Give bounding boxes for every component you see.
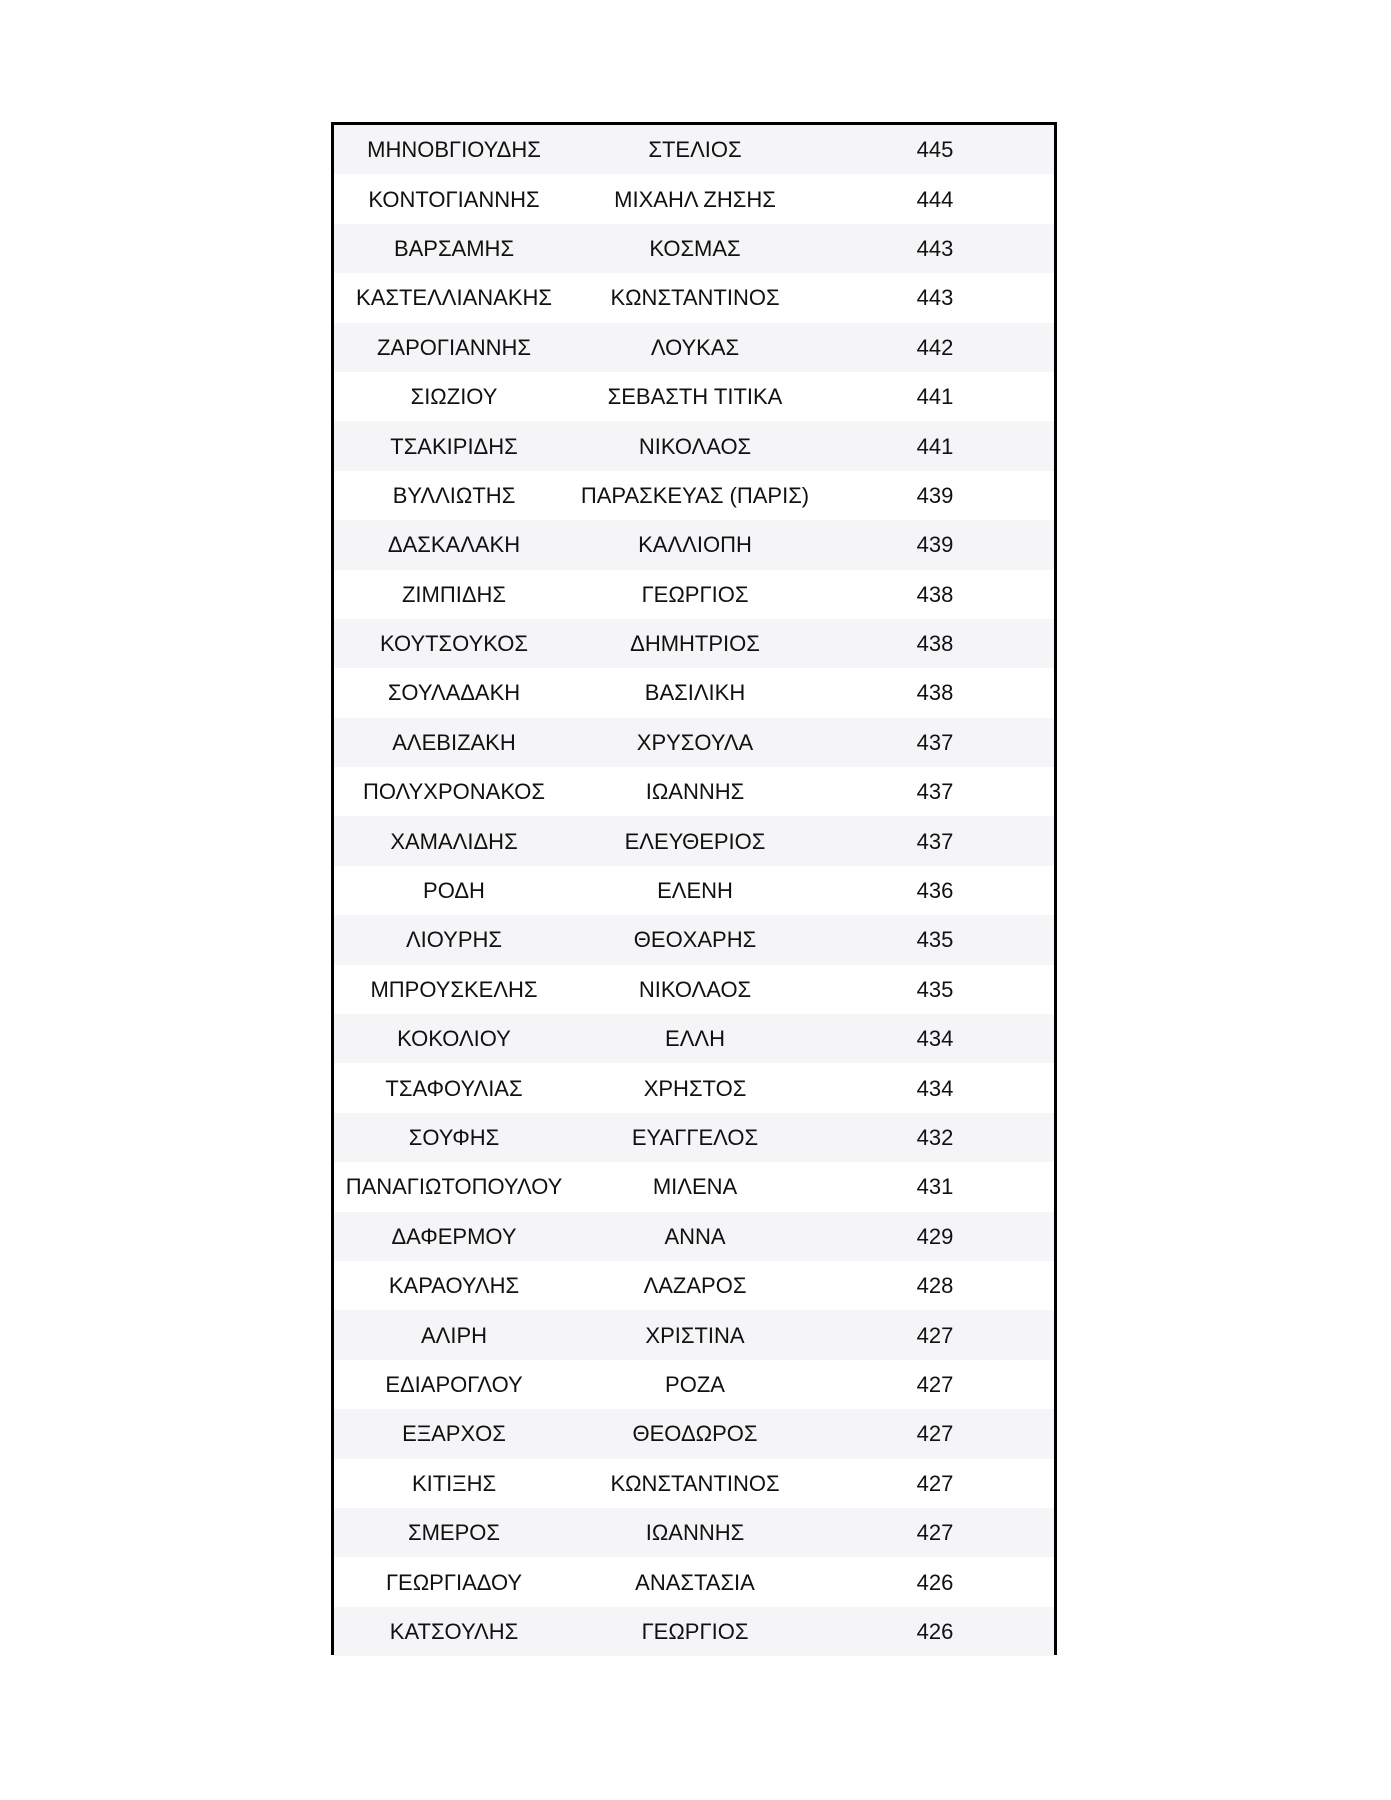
first-name-cell: ΕΛΛΗ: [665, 1026, 725, 1052]
first-name-cell: ΓΕΩΡΓΙΟΣ: [641, 1618, 749, 1644]
table-row: [334, 1459, 1054, 1508]
table-row: [334, 718, 1054, 767]
score-cell: 437: [916, 779, 954, 805]
results-table-body: [334, 125, 1054, 1656]
score-cell: 441: [916, 433, 954, 459]
first-name-cell: ΙΩΑΝΝΗΣ: [645, 1520, 745, 1546]
table-row: [334, 174, 1054, 223]
table-row: [334, 1014, 1054, 1063]
first-name-cell: ΝΙΚΟΛΑΟΣ: [638, 976, 752, 1002]
first-name-cell: ΧΡΙΣΤΙΝΑ: [645, 1322, 745, 1348]
score-cell: 442: [916, 334, 954, 360]
score-cell: 427: [916, 1470, 954, 1496]
first-name-cell: ΣΤΕΛΙΟΣ: [648, 137, 742, 163]
surname-cell: ΤΣΑΦΟΥΛΙΑΣ: [385, 1075, 523, 1101]
surname-cell: ΑΛΙΡΗ: [420, 1322, 488, 1348]
score-cell: 426: [916, 1618, 954, 1644]
first-name-cell: ΡΟΖΑ: [665, 1371, 725, 1397]
table-row: [334, 816, 1054, 865]
surname-cell: ΓΕΩΡΓΙΑΔΟΥ: [385, 1569, 523, 1595]
first-name-cell: ΧΡΗΣΤΟΣ: [643, 1075, 747, 1101]
table-row: [334, 1557, 1054, 1606]
table-row: [334, 421, 1054, 470]
first-name-cell: ΚΩΝΣΤΑΝΤΙΝΟΣ: [610, 285, 780, 311]
first-name-cell: ΝΙΚΟΛΑΟΣ: [638, 433, 752, 459]
score-cell: 427: [916, 1520, 954, 1546]
first-name-cell: ΒΑΣΙΛΙΚΗ: [644, 680, 746, 706]
table-row: [334, 1508, 1054, 1557]
score-cell: 434: [916, 1026, 954, 1052]
first-name-cell: ΕΥΑΓΓΕΛΟΣ: [631, 1125, 759, 1150]
table-row: [334, 1212, 1054, 1261]
first-name-cell: ΚΑΛΛΙΟΠΗ: [638, 532, 752, 558]
score-cell: 444: [916, 186, 954, 212]
table-row: [334, 1310, 1054, 1359]
surname-cell: ΚΑΤΣΟΥΛΗΣ: [389, 1618, 519, 1644]
surname-cell: ΑΛΕΒΙΖΑΚΗ: [392, 729, 516, 755]
first-name-cell: ΠΑΡΑΣΚΕΥΑΣ (ΠΑΡΙΣ): [580, 482, 810, 508]
surname-cell: ΣΜΕΡΟΣ: [408, 1520, 500, 1546]
score-cell: 427: [916, 1322, 954, 1348]
table-row: [334, 273, 1054, 322]
surname-cell: ΕΔΙΑΡΟΓΛΟΥ: [385, 1371, 523, 1397]
surname-cell: ΤΣΑΚΙΡΙΔΗΣ: [390, 433, 518, 459]
results-table: [334, 125, 1054, 1656]
score-cell: 427: [916, 1421, 954, 1447]
table-row: [334, 1113, 1054, 1162]
score-cell: 439: [916, 482, 954, 508]
table-row: [334, 619, 1054, 668]
surname-cell: ΚΟΝΤΟΓΙΑΝΝΗΣ: [368, 186, 540, 212]
surname-cell: ΚΟΥΤΣΟΥΚΟΣ: [380, 631, 528, 657]
table-row: [334, 1409, 1054, 1458]
score-cell: 443: [916, 235, 954, 261]
first-name-cell: ΛΟΥΚΑΣ: [650, 334, 740, 360]
table-row: [334, 372, 1054, 421]
table-row: [334, 471, 1054, 520]
table-row: [334, 1063, 1054, 1112]
score-cell: 429: [916, 1223, 954, 1249]
first-name-cell: ΑΝΝΑ: [664, 1223, 726, 1249]
first-name-cell: ΚΟΣΜΑΣ: [649, 235, 741, 261]
table-row: [334, 866, 1054, 915]
first-name-cell: ΔΗΜΗΤΡΙΟΣ: [630, 631, 760, 657]
score-cell: 439: [916, 532, 954, 558]
score-cell: 437: [916, 828, 954, 854]
score-cell: 441: [916, 384, 954, 410]
first-name-cell: ΘΕΟΔΩΡΟΣ: [632, 1421, 758, 1447]
first-name-cell: ΜΙΧΑΗΛ ΖΗΣΗΣ: [614, 186, 776, 212]
surname-cell: ΚΑΣΤΕΛΛΙΑΝΑΚΗΣ: [356, 285, 552, 311]
first-name-cell: ΚΩΝΣΤΑΝΤΙΝΟΣ: [610, 1470, 780, 1496]
first-name-cell: ΙΩΑΝΝΗΣ: [645, 779, 745, 805]
table-row: [334, 224, 1054, 273]
first-name-cell: ΧΡΥΣΟΥΛΑ: [636, 729, 754, 755]
score-cell: 438: [916, 581, 954, 607]
surname-cell: ΚΑΡΑΟΥΛΗΣ: [388, 1273, 520, 1299]
surname-cell: ΔΑΣΚΑΛΑΚΗ: [387, 532, 521, 558]
first-name-cell: ΣΕΒΑΣΤΗ ΤΙΤΙΚΑ: [607, 384, 783, 410]
score-cell: 445: [916, 137, 954, 163]
first-name-cell: ΕΛΕΝΗ: [657, 878, 733, 904]
score-cell: 428: [916, 1273, 954, 1299]
surname-cell: ΒΑΡΣΑΜΗΣ: [393, 235, 515, 261]
score-cell: 437: [916, 729, 954, 755]
surname-cell: ΣΟΥΦΗΣ: [408, 1125, 500, 1150]
table-row: [334, 1360, 1054, 1409]
surname-cell: ΛΙΟΥΡΗΣ: [405, 927, 503, 953]
surname-cell: ΠΟΛΥΧΡΟΝΑΚΟΣ: [362, 779, 546, 805]
surname-cell: ΒΥΛΛΙΩΤΗΣ: [392, 482, 516, 508]
surname-cell: ΡΟΔΗ: [423, 878, 485, 904]
surname-cell: ΜΗΝΟΒΓΙΟΥΔΗΣ: [367, 137, 541, 163]
first-name-cell: ΑΝΑΣΤΑΣΙΑ: [635, 1569, 755, 1595]
surname-cell: ΕΞΑΡΧΟΣ: [402, 1421, 506, 1447]
score-cell: 438: [916, 680, 954, 706]
surname-cell: ΠΑΝΑΓΙΩΤΟΠΟΥΛΟΥ: [345, 1174, 563, 1200]
table-row: [334, 570, 1054, 619]
surname-cell: ΔΑΦΕΡΜΟΥ: [391, 1223, 517, 1249]
table-row: [334, 323, 1054, 372]
score-cell: 435: [916, 927, 954, 953]
score-cell: 438: [916, 631, 954, 657]
score-cell: 436: [916, 878, 954, 904]
table-row: [334, 915, 1054, 964]
surname-cell: ΖΙΜΠΙΔΗΣ: [401, 581, 507, 607]
surname-cell: ΚΟΚΟΛΙΟΥ: [397, 1026, 511, 1052]
table-row: [334, 668, 1054, 717]
score-cell: 434: [916, 1075, 954, 1101]
table-row: [334, 767, 1054, 816]
score-cell: 435: [916, 976, 954, 1002]
surname-cell: ΚΙΤΙΞΗΣ: [411, 1470, 497, 1496]
first-name-cell: ΓΕΩΡΓΙΟΣ: [641, 581, 749, 607]
table-row: [334, 1162, 1054, 1211]
surname-cell: ΖΑΡΟΓΙΑΝΝΗΣ: [376, 334, 532, 360]
surname-cell: ΜΠΡΟΥΣΚΕΛΗΣ: [370, 976, 538, 1002]
surname-cell: ΣΟΥΛΑΔΑΚΗ: [387, 680, 521, 706]
score-cell: 431: [916, 1174, 954, 1200]
score-cell: 432: [916, 1125, 954, 1150]
surname-cell: ΣΙΩΖΙΟΥ: [410, 384, 498, 410]
first-name-cell: ΜΙΛΕΝΑ: [652, 1174, 738, 1200]
table-row: [334, 1607, 1054, 1656]
table-row: [334, 1261, 1054, 1310]
first-name-cell: ΛΑΖΑΡΟΣ: [643, 1273, 747, 1299]
score-cell: 427: [916, 1371, 954, 1397]
score-cell: 443: [916, 285, 954, 311]
table-row: [334, 125, 1054, 174]
score-cell: 426: [916, 1569, 954, 1595]
table-row: [334, 520, 1054, 569]
surname-cell: ΧΑΜΑΛΙΔΗΣ: [390, 828, 518, 854]
results-table-frame: [331, 122, 1057, 1655]
table-row: [334, 965, 1054, 1014]
first-name-cell: ΘΕΟΧΑΡΗΣ: [633, 927, 757, 953]
first-name-cell: ΕΛΕΥΘΕΡΙΟΣ: [624, 828, 766, 854]
